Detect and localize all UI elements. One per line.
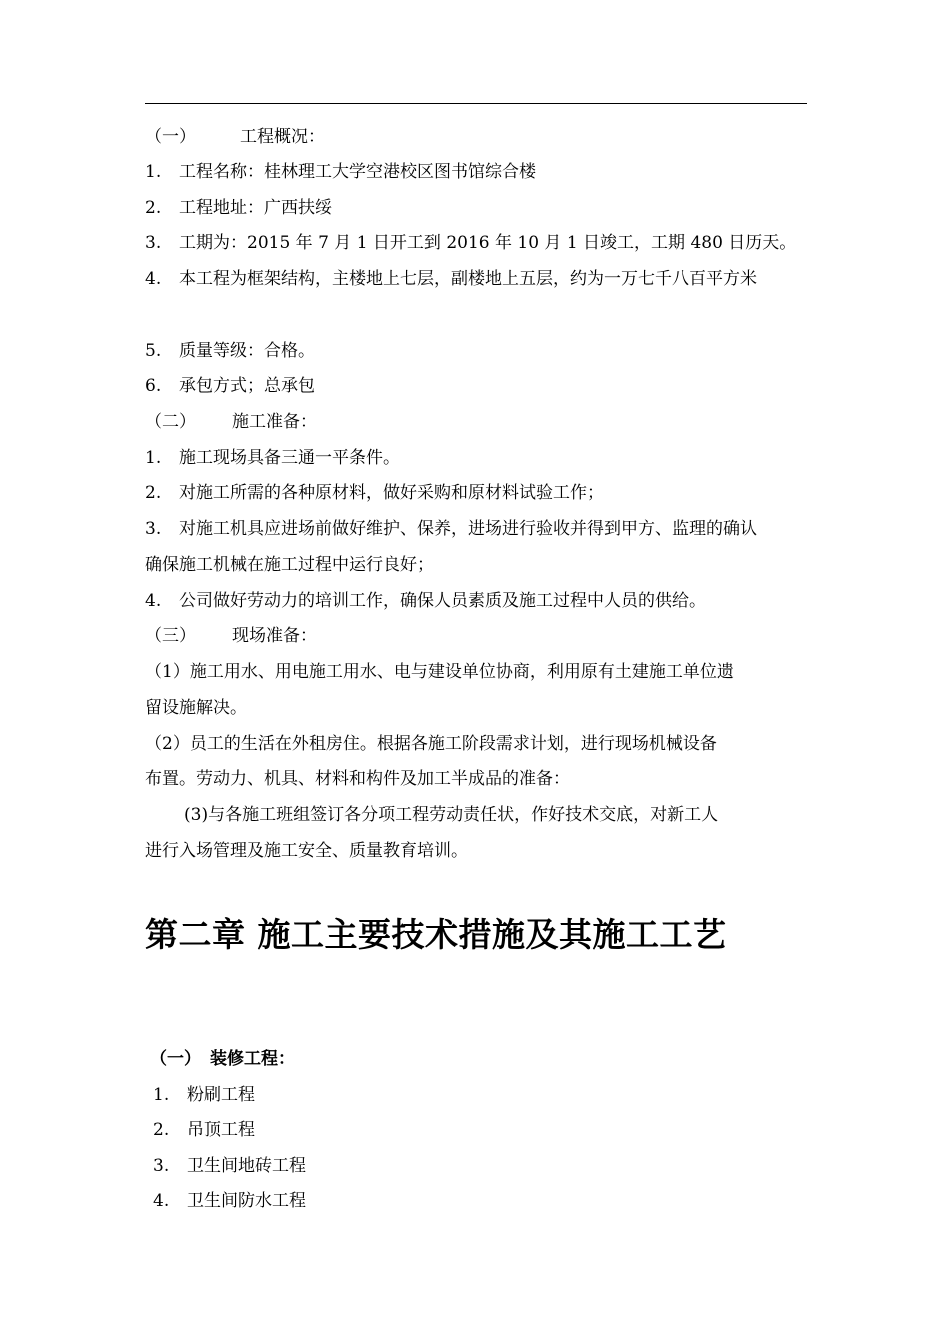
list-item: 4. 本工程为框架结构，主楼地上七层，副楼地上五层，约为一万七千八百平方米 xyxy=(145,269,757,289)
list-item: 3. 工期为：2015 年 7 月 1 日开工到 2016 年 10 月 1 日竣工，工期 480 日历天。 xyxy=(145,233,797,253)
list-item-continuation: 确保施工机械在施工过程中运行良好； xyxy=(145,555,434,575)
list-item: 1. 施工现场具备三通一平条件。 xyxy=(145,448,400,468)
paragraph-line: （2）员工的生活在外租房住。根据各施工阶段需求计划，进行现场机械设备 xyxy=(145,734,717,754)
chapter-title: 第二章 施工主要技术措施及其施工工艺 xyxy=(145,915,727,954)
list-item: 1. 粉刷工程 xyxy=(153,1085,255,1105)
heading-number: （一） xyxy=(145,127,196,147)
section-heading-decoration xyxy=(150,1048,295,1070)
header-rule xyxy=(145,103,807,104)
paragraph-line: 进行入场管理及施工安全、质量教育培训。 xyxy=(145,841,468,861)
heading-text: 现场准备： xyxy=(232,626,317,646)
section-heading-overview xyxy=(145,126,325,148)
list-item: 2. 工程地址：广西扶绥 xyxy=(145,198,332,218)
list-item: 2. 对施工所需的各种原材料，做好采购和原材料试验工作； xyxy=(145,483,604,503)
heading-number: （二） xyxy=(145,412,196,432)
list-item: 5. 质量等级：合格。 xyxy=(145,341,315,361)
section-heading-preparation xyxy=(145,411,317,433)
list-item: 6. 承包方式；总承包 xyxy=(145,376,315,396)
paragraph-line: （1）施工用水、用电施工用水、电与建设单位协商，利用原有土建施工单位遗 xyxy=(145,662,734,682)
section-heading-site xyxy=(145,625,317,647)
heading-text: 施工准备： xyxy=(232,412,317,432)
list-item: 4. 公司做好劳动力的培训工作，确保人员素质及施工过程中人员的供给。 xyxy=(145,591,706,611)
heading-number: （三） xyxy=(145,626,196,646)
list-item: 3. 卫生间地砖工程 xyxy=(153,1156,306,1176)
heading-text: 装修工程： xyxy=(210,1049,295,1069)
paragraph-line: (3)与各施工班组签订各分项工程劳动责任状，作好技术交底，对新工人 xyxy=(184,805,719,825)
paragraph-line: 留设施解决。 xyxy=(145,698,247,718)
list-item: 4. 卫生间防水工程 xyxy=(153,1191,306,1211)
list-item: 2. 吊顶工程 xyxy=(153,1120,255,1140)
list-item: 1. 工程名称：桂林理工大学空港校区图书馆综合楼 xyxy=(145,162,536,182)
heading-number: （一） xyxy=(150,1049,201,1069)
paragraph-line: 布置。劳动力、机具、材料和构件及加工半成品的准备： xyxy=(145,769,570,789)
heading-text: 工程概况： xyxy=(240,127,325,147)
list-item: 3. 对施工机具应进场前做好维护、保养，进场进行验收并得到甲方、监理的确认 xyxy=(145,519,757,539)
